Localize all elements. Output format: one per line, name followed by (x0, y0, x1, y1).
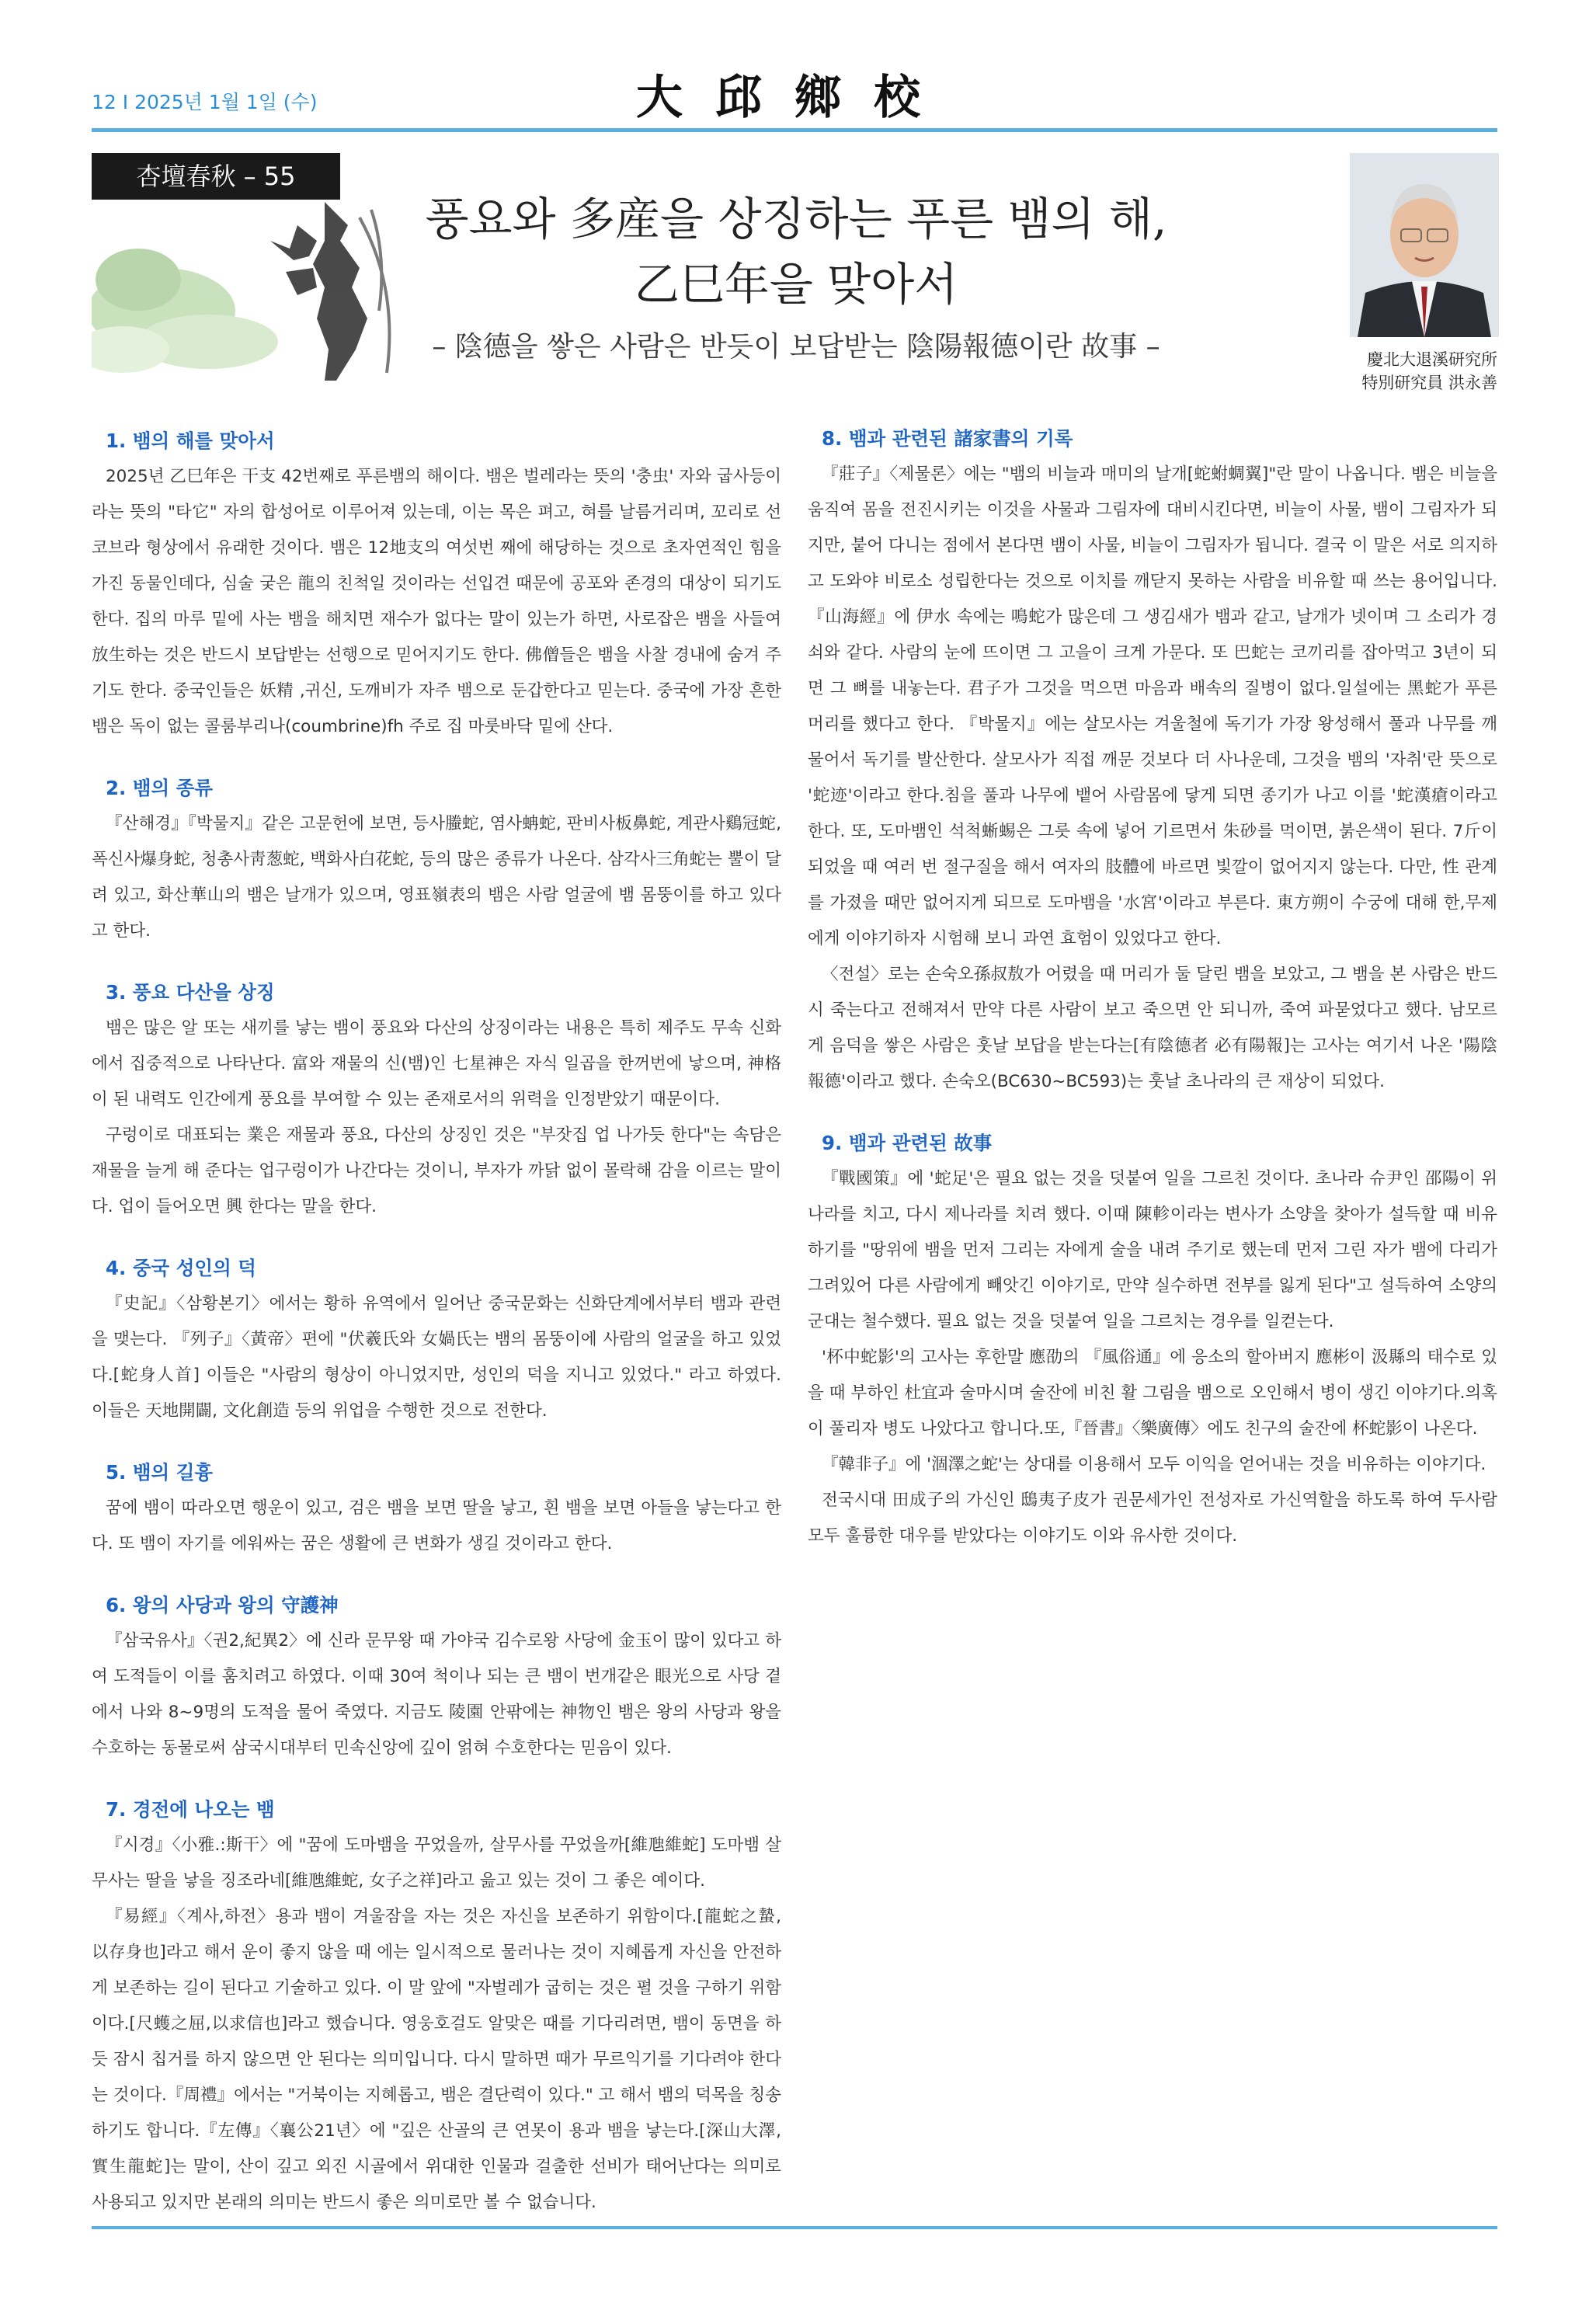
section-title: 3. 풍요 다산을 상징 (106, 981, 275, 1004)
article-subhead: – 陰德을 쌓은 사람은 반듯이 보답받는 陰陽報德이란 故事 – (432, 331, 1160, 363)
paragraph: 『莊子』〈제물론〉에는 "뱀의 비늘과 매미의 날개[蛇蚹蜩翼]"란 말이 나옵니다. 뱀은 비늘을 움직여 몸을 전진시키는 이것을 사물과 그림자에 대비시킨다면, 비늘이 사물, 뱀이 그림자가 되지만, 붙어 다니는 점에서 본다면 뱀이 사물, 비늘이 그림자가 됩니다. 결국 이 말은 서로 의지하고 도와야 비로소 성립한다는 것으로 이치를 깨닫지 못하는 사람을 비유할 때 쓰는 용어입니다. 『山海經』에 伊水 속에는 鳴蛇가 많은데 그 생김새가 뱀과 같고, 날개가 넷이며 그 소리가 경쇠와 같다. 사람의 눈에 뜨이면 그 고을이 크게 가문다. 또 巴蛇는 코끼리를 잡아먹고 3년이 되면 그 뼈를 내놓는다. 君子가 그것을 먹으면 마음과 배속의 질병이 없다.일설에는 黑蛇가 푸른 머리를 했다고 한다. 『박물지』에는 살모사는 겨울철에 독기가 가장 왕성해서 풀과 나무를 깨물어서 독기를 발산한다. 살모사가 직접 깨문 것보다 더 사나운데, 그것을 뱀의 '자취'란 뜻으로 '蛇迹'이라고 한다.침을 풀과 나무에 뱉어 사람몸에 닿게 되면 종기가 나고 이를 '蛇漢瘡이라고 한다. 또, 도마뱀인 석척蜥蜴은 그릇 속에 넣어 기르면서 朱砂를 먹이면, 붉은색이 된다. 7斤이 되었을 때 여러 번 절구질을 해서 여자의 肢體에 바르면 빛깔이 없어지지 않는다. 다만, 性 관계를 가졌을 때만 없어지게 되므로 도마뱀을 '水宮'이라고 부른다. 東方朔이 수궁에 대해 한,무제에게 이야기하자 시험해 보니 과연 효험이 있었다고 한다. (808, 464, 1497, 948)
section-title: 8. 뱀과 관련된 諸家書의 기록 (822, 427, 1073, 450)
paragraph: 『易經』〈계사,하전〉용과 뱀이 겨울잠을 자는 것은 자신을 보존하기 위함이다.[龍蛇之蟄, 以存身也]라고 해서 운이 좋지 않을 때 에는 일시적으로 물러나는 것이 지혜롭게 자신을 안전하게 보존하는 길이 된다고 기술하고 있다. 이 말 앞에 "자벌레가 굽히는 것은 펼 것을 구하기 위함이다.[尺蠖之屈,以求信也]라고 했습니다. 영웅호걸도 알맞은 때를 기다리려면, 뱀이 동면을 하듯 잠시 칩거를 하지 않으면 안 된다는 의미입니다. 다시 말하면 때가 무르익기를 기다려야 한다는 것이다.『周禮』에서는 "거북이는 지혜롭고, 뱀은 결단력이 있다." 고 해서 뱀의 덕목을 칭송하기도 합니다.『左傳』〈襄公21년〉에 "깊은 산골의 큰 연못이 용과 뱀을 낳는다.[深山大澤,實生龍蛇]는 말이, 산이 깊고 외진 시골에서 위대한 인물과 걸출한 선비가 태어난다는 의미로 사용되고 있지만 본래의 의미는 반드시 좋은 의미로만 볼 수 없습니다. (92, 1907, 781, 2212)
paragraph: 『시경』〈小雅.:斯干〉에 "꿈에 도마뱀을 꾸었을까, 살무사를 꾸었을까[維虺維蛇] 도마뱀 살무사는 딸을 낳을 징조라네[維虺維蛇, 女子之祥]라고 읊고 있는 것이 그 좋은 예이다. (92, 1835, 781, 1891)
paragraph: 〈전설〉로는 손숙오孫叔敖가 어렸을 때 머리가 둘 달린 뱀을 보았고, 그 뱀을 본 사람은 반드시 죽는다고 전해져서 만약 다른 사람이 보고 죽으면 안 되니까, 죽여 파묻었다고 했다. 남모르게 음덕을 쌓은 사람은 훗날 보답을 받는다는[有陰德者 必有陽報]는 고사는 여기서 나온 '陽陰報德'이라고 했다. 손숙오(BC630~BC593)는 훗날 초나라의 큰 재상이 되었다. (808, 965, 1497, 1091)
byline-author: 特別研究員 洪永善 (1361, 374, 1497, 392)
paragraph: 뱀은 많은 알 또는 새끼를 낳는 뱀이 풍요와 다산의 상징이라는 내용은 특히 제주도 무속 신화에서 집중적으로 나타난다. 富와 재물의 신(뱀)인 七星神은 자식 일곱을 한꺼번에 낳으며, 神格이 된 내력도 인간에게 풍요를 부여할 수 있는 존재로서의 위력을 인정받았기 때문이다. (92, 1018, 781, 1109)
section-title: 9. 뱀과 관련된 故事 (822, 1132, 993, 1154)
headline-line-1: 풍요와 多産을 상징하는 푸른 뱀의 해, (425, 193, 1167, 245)
paragraph: 『戰國策』에 '蛇足'은 필요 없는 것을 덧붙여 일을 그르친 것이다. 초나라 슈尹인 邵陽이 위나라를 치고, 다시 제나라를 치려 했다. 이때 陳軫이라는 변사가 소양을 찾아가 설득할 때 비유하기를 "땅위에 뱀을 먼저 그리는 자에게 술을 내려 주기로 했는데 먼저 그린 자가 뱀에 다리가 그려있어 다른 사람에게 빼앗긴 이야기로, 만약 실수하면 전부를 잃게 된다"고 설득하여 소양의 군대는 철수했다. 필요 없는 것을 덧붙여 일을 그르치는 경우를 일컫는다. (808, 1169, 1497, 1331)
ink-painting-illustration (92, 194, 410, 396)
section-title: 7. 경전에 나오는 뱀 (106, 1798, 275, 1821)
paragraph: 『삼국유사』〈권2,紀異2〉에 신라 문무왕 때 가야국 김수로왕 사당에 金玉이 많이 있다고 하여 도적들이 이를 훔치려고 하였다. 이때 30여 척이나 되는 큰 뱀이 번개같은 眼光으로 사당 곁에서 나와 8~9명의 도적을 물어 죽였다. 지금도 陵園 안팎에는 神物인 뱀은 왕의 사당과 왕을 수호하는 동물로써 삼국시대부터 민속신앙에 깊이 얽혀 수호한다는 믿음이 있다. (92, 1631, 781, 1758)
paragraph: 『韓非子』에 '涸澤之蛇'는 상대를 이용해서 모두 이익을 얻어내는 것을 비유하는 이야기다. (822, 1455, 1486, 1474)
bottom-divider (92, 2226, 1497, 2229)
paragraph: 전국시대 田成子의 가신인 鴟夷子皮가 권문세가인 전성자로 가신역할을 하도록 하여 두사람 모두 훌륭한 대우를 받았다는 이야기도 이와 유사한 것이다. (808, 1491, 1497, 1546)
paragraph: 구렁이로 대표되는 業은 재물과 풍요, 다산의 상징인 것은 "부잣집 업 나가듯 한다"는 속담은 재물을 늘게 해 준다는 업구렁이가 나간다는 것이니, 부자가 까닭 없이 몰락해 감을 이르는 말이다. 업이 들어오면 興 한다는 말을 한다. (92, 1125, 781, 1216)
paragraph: 『산해경』『박물지』같은 고문헌에 보면, 등사螣蛇, 염사蚺蛇, 판비사板鼻蛇, 계관사鷄冠蛇, 폭신사爆身蛇, 청총사靑葱蛇, 백화사白花蛇, 등의 많은 종류가 나온다. 삼각사三角蛇는 뿔이 달려 있고, 화산華山의 뱀은 날개가 있으며, 영표嶺表의 뱀은 사람 얼굴에 뱀 몸뚱이를 하고 있다고 한다. (92, 814, 781, 941)
page-date-line: 12 I 2025년 1월 1일 (수) (92, 91, 318, 113)
top-divider (92, 128, 1497, 132)
author-photo (1350, 153, 1499, 337)
section-title: 1. 뱀의 해를 맞아서 (106, 430, 275, 452)
paragraph: 『史記』〈삼황본기〉에서는 황하 유역에서 일어난 중국문화는 신화단계에서부터 뱀과 관련을 맺는다. 『列子』〈黃帝〉편에 "伏羲氏와 女媧氏는 뱀의 몸뚱이에 사람의 얼굴을 하고 있었다.[蛇身人首] 이들은 "사람의 형상이 아니었지만, 성인의 덕을 지니고 있었다." 라고 하였다. 이들은 天地開闢, 文化創造 등의 위업을 수행한 것으로 전한다. (92, 1294, 781, 1421)
section-title: 2. 뱀의 종류 (106, 777, 214, 799)
section-title: 6. 왕의 사당과 왕의 守護神 (106, 1594, 339, 1616)
section-title: 4. 중국 성인의 덕 (106, 1257, 256, 1279)
paragraph: 2025년 乙巳年은 干支 42번째로 푸른뱀의 해이다. 뱀은 벌레라는 뜻의 '충虫' 자와 굽사등이라는 뜻의 "타它" 자의 합성어로 이루어져 있는데, 이는 목은 펴고, 혀를 날름거리며, 꼬리로 선 코브라 형상에서 유래한 것이다. 뱀은 12地支의 여섯번 째에 해당하는 것으로 초자연적인 힘을 가진 동물인데다, 심술 궂은 龍의 친척일 것이라는 선입견 때문에 공포와 존경의 대상이 되기도 한다. 집의 마루 밑에 사는 뱀을 해치면 재수가 없다는 말이 있는가 하면, 사로잡은 뱀을 사들여 放生하는 것은 반드시 보답받는 선행으로 믿어지기도 한다. 佛僧들은 뱀을 사찰 경내에 숨겨 주기도 한다. 중국인들은 妖精 ,귀신, 도깨비가 자주 뱀으로 둔갑한다고 믿는다. 중국에 가장 흔한 뱀은 독이 없는 콜룸부리나(coumbrine)fh 주로 집 마룻바닥 밑에 산다. (92, 467, 781, 736)
right-column (808, 421, 1497, 1554)
headline-line-2: 乙巳年을 맞아서 (634, 258, 958, 311)
author-byline (1313, 348, 1497, 395)
paragraph: '杯中蛇影'의 고사는 후한말 應劭의 『風俗通』에 응소의 할아버지 應彬이 汲縣의 태수로 있을 때 부하인 杜宜과 술마시며 술잔에 비친 활 그림을 뱀으로 오인해서 병이 생긴 이야기다.의혹이 풀리자 병도 나았다고 합니다.또,『晉書』〈樂廣傳〉에도 친구의 술잔에 杯蛇影이 나온다. (808, 1348, 1497, 1439)
left-column (92, 423, 781, 2221)
series-tag: 杏壇春秋 – 55 (92, 153, 340, 200)
newspaper-name: 大邱鄉校 (636, 71, 953, 125)
paragraph: 꿈에 뱀이 따라오면 행운이 있고, 검은 뱀을 보면 딸을 낳고, 흰 뱀을 보면 아들을 낳는다고 한다. 또 뱀이 자기를 에워싸는 꿈은 생활에 큰 변화가 생길 것이라고 한다. (92, 1498, 781, 1553)
article-headline (365, 186, 1227, 317)
section-title: 5. 뱀의 길흉 (106, 1461, 214, 1484)
byline-affiliation: 慶北大退溪研究所 (1367, 350, 1497, 369)
